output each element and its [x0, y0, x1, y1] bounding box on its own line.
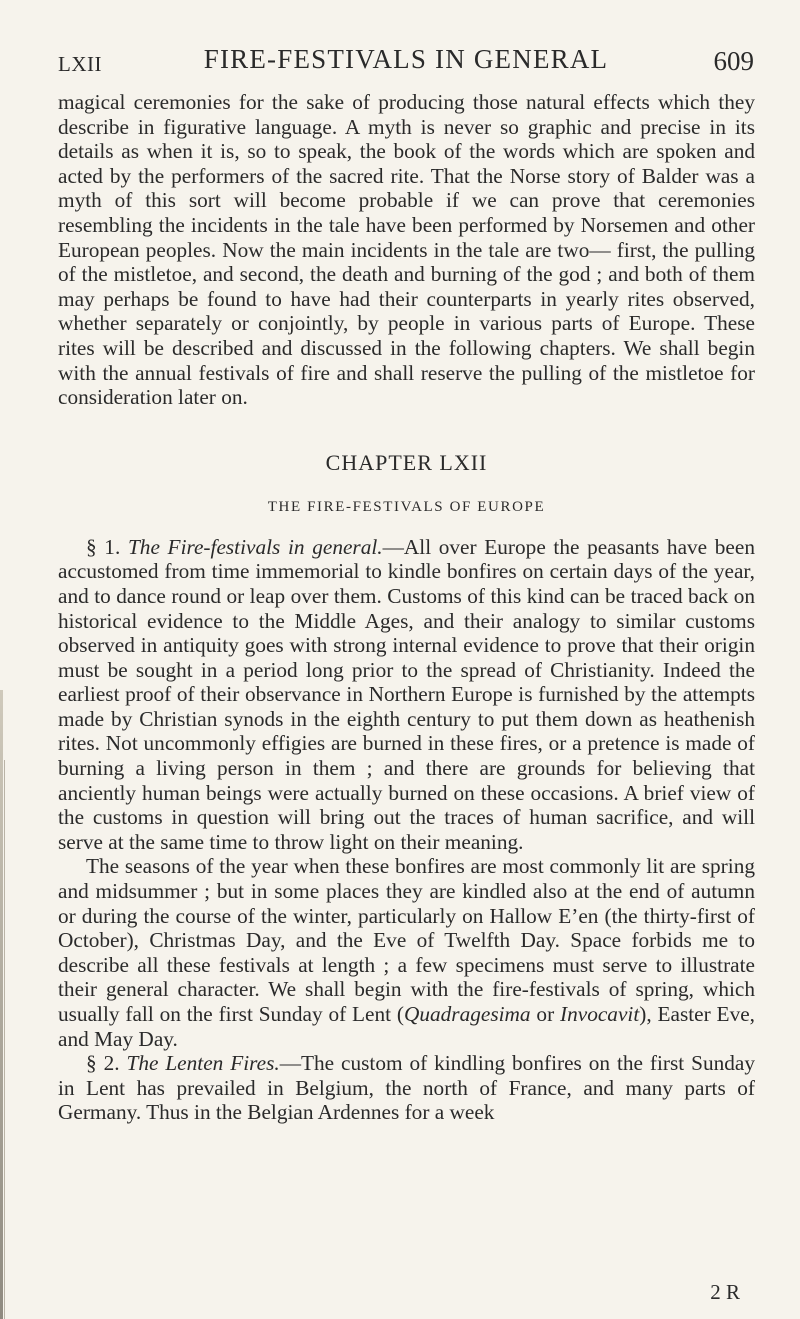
- seasons-text-a: The seasons of the year when these bonfires are most commonly lit are spring and midsummer ; but in some places they are kindled also at the end of autumn or during the course of the winter, particularly on Hallow E’en (the thirty-first of October), Christmas Day, and the Eve of Twelfth Day. Space forbids me to describe all these festivals at length ; a few specimens must serve to illustrate their general character. We shall begin with the fire-festivals of spring, which usually fall on the first Sunday of Lent (: [58, 854, 755, 1026]
- section-1-paragraph: [58, 535, 755, 855]
- running-header: [58, 44, 754, 84]
- term-quadragesima: Quadragesima: [403, 1002, 531, 1026]
- chapter-heading: CHAPTER LXII: [325, 449, 488, 475]
- section-1-number: § 1.: [86, 534, 128, 559]
- page-edge-line: [4, 760, 5, 1319]
- term-invocavit: Invocavit: [560, 1002, 640, 1026]
- section-1-title: The Fire-festivals in general.: [127, 534, 383, 559]
- section-2-number: § 2.: [86, 1051, 127, 1076]
- body-text: [58, 90, 755, 1125]
- section-1-text: —All over Europe the peasants have been accustomed from time immemorial to kindle bonfires on certain days of the year, and to dance round or leap over them. Customs of this kind can be traced back on historical evidence to the Middle Ages, and their analogy to similar customs observed in antiquity goes with strong internal evidence to prove that their origin must be sought in a period long prior to the spread of Christianity. Indeed the earliest proof of their observance in Northern Europe is furnished by the attempts made by Christian synods in the eighth century to put them down as heathenish rites. Not uncommonly effigies are burned in these fires, or a pretence is made of burning a living person in them ; and there are grounds for believing that anciently human beings were actually burned on these occasions. A brief view of the customs in question will bring out the traces of human sacrifice, and will serve at the same time to throw light on their meaning.: [58, 534, 755, 854]
- running-title: FIRE-FESTIVALS IN GENERAL: [203, 44, 609, 74]
- page-number: 609: [713, 46, 754, 76]
- chapter-subtitle: THE FIRE-FESTIVALS OF EUROPE: [267, 498, 546, 515]
- seasons-paragraph: [58, 854, 755, 1051]
- printer-signature: 2 R: [710, 1280, 740, 1304]
- chapter-number: LXII: [58, 52, 102, 76]
- section-2-text: —The custom of kindling bonfires on the first Sunday in Lent has prevailed in Belgium, the north of France, and many parts of Germany. Thus in the Belgian Ardennes for a week: [58, 1051, 755, 1125]
- section-2-title: The Lenten Fires.: [126, 1051, 280, 1076]
- page-edge-shadow: [0, 690, 3, 1319]
- section-2-paragraph: [58, 1051, 755, 1125]
- seasons-or: or: [530, 1002, 561, 1026]
- paragraph-intro: magical ceremonies for the sake of producing those natural effects which they describe in figurative language. A myth is never so graphic and precise in its details as when it is, so to speak, the book of the words which are spoken and acted by the performers of the sacred rite. That the Norse story of Balder was a myth of this sort will become probable if we can prove that ceremonies resembling the incidents in the tale have been performed by Norsemen and other European peoples. Now the main incidents in the tale are two— first, the pulling of the mistletoe, and second, the death and burning of the god ; and both of them may perhaps be found to have had their counterparts in yearly rites observed, whether separately or conjointly, by people in various parts of Europe. These rites will be described and discussed in the following chapters. We shall begin with the annual festivals of fire and shall reserve the pulling of the mistletoe for consideration later on.: [58, 90, 755, 410]
- seasons-text-b: ), Easter Eve, and May Day.: [58, 1002, 755, 1051]
